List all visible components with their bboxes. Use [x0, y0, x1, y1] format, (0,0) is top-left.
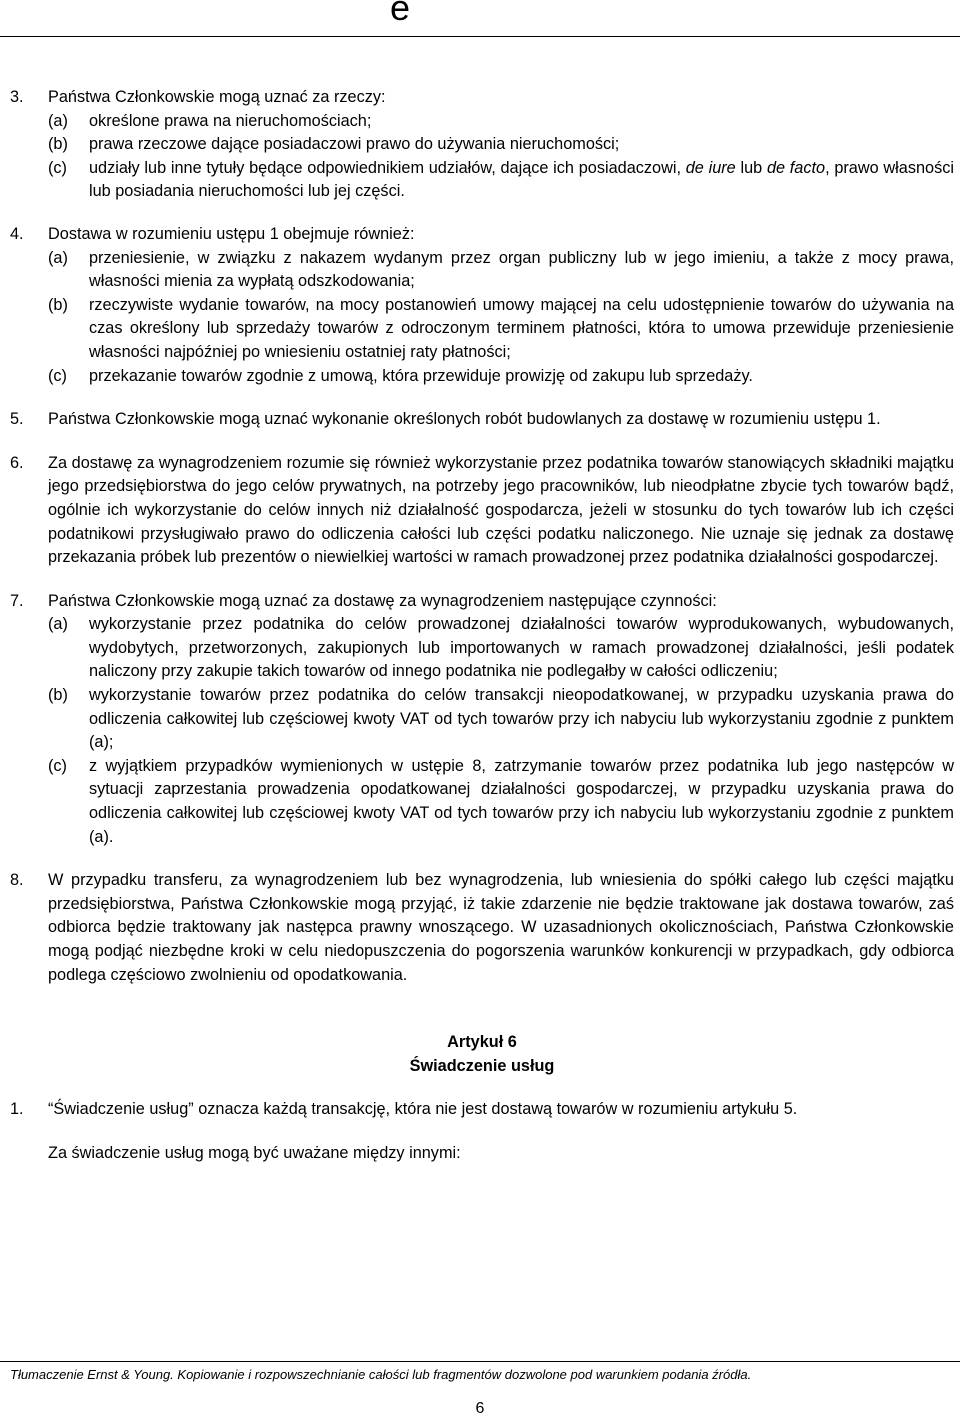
item-text-part: lub [735, 158, 767, 177]
paragraph-number: 4. [10, 224, 24, 243]
list-item [48, 613, 954, 684]
paragraph-6 [10, 452, 954, 570]
item-text: przeniesienie, w związku z nakazem wydanym przez organ publiczny lub w jego imieniu, a także z mocy prawa, własności mienia za wypłatą odszkodowania; [89, 248, 954, 291]
article-heading [10, 1031, 954, 1078]
paragraph-number: 7. [10, 591, 24, 610]
paragraph-intro: Państwa Członkowskie mogą uznać za dostawę za wynagrodzeniem następujące czynności: [48, 591, 717, 610]
paragraph-number: 1. [10, 1100, 24, 1119]
paragraph-text: W przypadku transferu, za wynagrodzeniem lub bez wynagrodzenia, lub wniesienia do spółki całego lub części majątku przedsiębiorstwa, Państwa Członkowskie mogą przyjąć, iż takie zdarzenie nie będzie traktowane jak dostawa towarów, zaś odbiorca będzie traktowany jak następca prawny wnoszącego. W uzasadnionych okolicznościach, Państwa Członkowskie mogą podjąć niezbędne kroki w celu niedopuszczenia do pogorszenia warunków konkurencji w przypadkach, gdy odbiorca podlega częściowo zwolnieniu od opodatkowania. [48, 871, 954, 984]
item-label: (b) [48, 135, 68, 154]
item-text-part: udziały lub inne tytuły będące odpowiednikiem udziałów, dające ich posiadaczowi, [89, 158, 686, 177]
item-text: wykorzystanie przez podatnika do celów prowadzonej działalności towarów wyprodukowanych, wybudowanych, wydobytych, przetworzonych, zakupionych lub importowanych w ramach prowadzonej działalności, jeśli podatek naliczony przy zakupie takich towarów od innego podatnika nie podlegałby w całości odliczeniu; [89, 615, 954, 681]
list-item [48, 133, 954, 157]
paragraph-number: 5. [10, 410, 24, 429]
list-item [48, 755, 954, 849]
latin-term: de iure [685, 158, 736, 177]
article-title: Świadczenie usług [409, 1056, 555, 1075]
paragraph-5 [10, 408, 954, 432]
document-body [10, 86, 954, 1166]
paragraph-3 [10, 86, 954, 204]
paragraph-8 [10, 869, 954, 987]
paragraph-number: 3. [10, 88, 24, 106]
list-item [48, 247, 954, 294]
item-text: wykorzystanie towarów przez podatnika do celów transakcji nieopodatkowanej, w przypadku uzyskania prawa do odliczenia całkowitej lub częściowej kwoty VAT od tych towarów przy ich nabyciu lub wykorzystaniu zgodnie z punktem (a); [89, 686, 954, 752]
item-text: z wyjątkiem przypadków wymienionych w ustępie 8, zatrzymanie towarów przez podatnika lub jego następców w sytuacji zaprzestania prowadzenia opodatkowanej działalności gospodarczej, w przypadku uzyskania prawa do odliczenia całkowitej lub częściowej kwoty VAT od tych towarów przy ich nabyciu lub wykorzystaniu zgodnie z punktem (a). [89, 756, 954, 846]
header-rule [0, 36, 960, 37]
item-text: określone prawa na nieruchomościach; [89, 111, 372, 130]
footer-note: Tłumaczenie Ernst & Young. Kopiowanie i rozpowszechnianie całości lub fragmentów dozwolone pod warunkiem podania źródła. [10, 1367, 752, 1382]
article-number: Artykuł 6 [447, 1033, 517, 1052]
paragraph-intro: Państwa Członkowskie mogą uznać za rzeczy: [48, 88, 386, 106]
item-text [89, 157, 954, 204]
paragraph-number: 6. [10, 453, 24, 472]
paragraph-number: 8. [10, 871, 24, 890]
paragraph-text: Państwa Członkowskie mogą uznać wykonanie określonych robót budowlanych za dostawę w rozumieniu ustępu 1. [48, 410, 881, 429]
paragraph-7 [10, 590, 954, 850]
item-label: (c) [48, 366, 67, 385]
item-label: (b) [48, 295, 68, 314]
item-label: (c) [48, 756, 67, 775]
footer-rule [0, 1361, 960, 1362]
page-number: 6 [475, 1400, 485, 1417]
item-label: (c) [48, 158, 67, 177]
list-item [48, 294, 954, 365]
latin-term: de facto [766, 158, 826, 177]
item-text: rzeczywiste wydanie towarów, na mocy postanowień umowy mającej na celu udostępnienie towarów do używania na czas określony lub sprzedaży towarów z odroczonym terminem płatności, która to umowa przewiduje przeniesienie własności najpóźniej po wniesieniu ostatniej raty płatności; [89, 295, 954, 361]
paragraph-text: Za dostawę za wynagrodzeniem rozumie się również wykorzystanie przez podatnika towarów stanowiących składniki majątku jego przedsiębiorstwa do jego celów prywatnych, na potrzeby jego pracowników, lub nieodpłatne zbycie tych towarów bądź, ogólnie ich wykorzystanie do celów innych niż działalność gospodarcza, jeżeli w stosunku do tych towarów lub ich części podatnikowi przysługiwało prawo do odliczenia całości lub części podatku naliczonego. Nie uznaje się jednak za dostawę przekazania próbek lub prezentów o niewielkiej wartości w ramach prowadzonej przez podatnika działalności gospodarczej. [48, 453, 954, 567]
list-item [48, 365, 954, 389]
item-text: przekazanie towarów zgodnie z umową, która przewiduje prowizję od zakupu lub sprzedaży. [89, 366, 753, 385]
item-label: (a) [48, 248, 68, 267]
header-letter: e [390, 0, 411, 28]
list-item [48, 157, 954, 204]
item-label: (b) [48, 686, 68, 705]
item-label: (a) [48, 111, 68, 130]
article-paragraph-1 [10, 1098, 954, 1122]
item-text-part: , prawo własności lub posiadania nieruchomości lub jej części. [89, 158, 954, 201]
list-item [48, 110, 954, 134]
list-item [48, 684, 954, 755]
item-label: (a) [48, 615, 68, 634]
paragraph-4 [10, 223, 954, 388]
paragraph-followup: Za świadczenie usług mogą być uważane między innymi: [48, 1143, 461, 1162]
paragraph-intro: Dostawa w rozumieniu ustępu 1 obejmuje również: [48, 224, 415, 243]
paragraph-text: “Świadczenie usług” oznacza każdą transakcję, która nie jest dostawą towarów w rozumieniu artykułu 5. [48, 1100, 798, 1119]
item-text: prawa rzeczowe dające posiadaczowi prawo do używania nieruchomości; [89, 135, 620, 154]
